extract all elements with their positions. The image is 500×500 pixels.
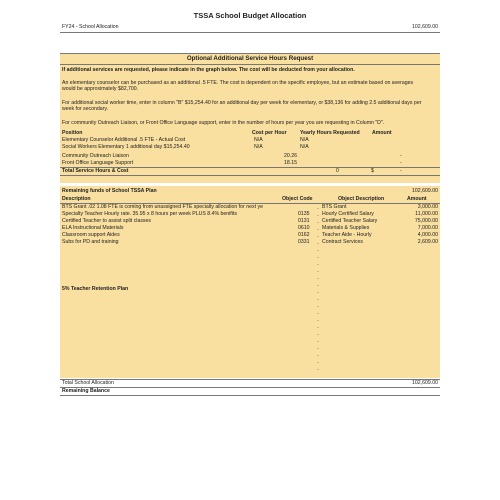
dropdown-marker[interactable]: - <box>317 353 319 359</box>
table-row <box>60 153 440 160</box>
dropdown-marker[interactable]: - <box>317 269 319 275</box>
row-amount[interactable]: 3,000.00 <box>417 204 438 210</box>
col-amount: Amount <box>407 196 427 202</box>
divider <box>60 53 440 54</box>
row-yearly[interactable]: N/A <box>300 144 309 150</box>
col-position: Position <box>62 130 83 136</box>
optional-table-header <box>60 130 440 137</box>
row-position: Front Office Language Support <box>62 160 134 166</box>
plan-table-header <box>60 196 440 203</box>
row-description[interactable]: Specialty Teacher Hourly rate. 35.95 x 8 hours per week PLUS 8.4% benifits <box>62 211 237 217</box>
row-position: Social Workers Elementary 1 additional day $15,254.40 <box>62 144 190 150</box>
dropdown-marker[interactable]: - <box>317 262 319 268</box>
dropdown-marker[interactable]: - <box>317 325 319 331</box>
row-object-description[interactable]: Teacher Aide - Hourly <box>322 232 372 238</box>
col-amount: Amount <box>372 130 392 136</box>
row-amount: - <box>400 153 402 159</box>
sheet-title: TSSA School Budget Allocation <box>193 11 307 20</box>
col-yearly-hours: Yearly Hours Requested <box>300 130 360 136</box>
allocation-header-row <box>60 24 440 31</box>
retention-plan-label: 5% Teacher Retention Plan <box>62 286 129 292</box>
row-description[interactable]: ELA Instructional Materials <box>62 225 124 231</box>
remaining-funds-row <box>60 188 440 195</box>
row-object-code[interactable]: 0610 <box>298 225 310 231</box>
total-allocation-row <box>60 380 440 387</box>
row-cost: N/A <box>254 144 263 150</box>
row-cost: 20.26 <box>284 153 297 159</box>
row-position: Community Outreach Liaison <box>62 153 129 159</box>
dropdown-marker[interactable]: - <box>317 255 319 261</box>
dropdown-marker[interactable]: - <box>317 304 319 310</box>
row-yearly[interactable]: N/A <box>300 137 309 143</box>
dropdown-marker[interactable]: - <box>317 241 319 247</box>
table-row <box>60 204 440 211</box>
total-allocation-value: 102,609.00 <box>412 380 438 386</box>
table-row <box>60 160 440 167</box>
row-object-code[interactable]: 0131 <box>298 218 310 224</box>
total-allocation-label: Total School Allocation <box>62 380 114 386</box>
remaining-balance-label: Remaining Balance <box>62 388 110 394</box>
row-object-description[interactable]: BTS Grant <box>322 204 347 210</box>
divider <box>60 395 440 396</box>
row-cost: 18.15 <box>284 160 297 166</box>
row-amount: - <box>400 160 402 166</box>
row-object-code[interactable]: 0162 <box>298 232 310 238</box>
remaining-balance-row <box>60 388 440 395</box>
row-object-description[interactable]: Materials & Supplies <box>322 225 370 231</box>
dropdown-marker[interactable]: - <box>317 227 319 233</box>
dropdown-marker[interactable]: - <box>317 283 319 289</box>
dropdown-marker[interactable]: - <box>317 276 319 282</box>
row-cost: N/A <box>254 137 263 143</box>
row-amount[interactable]: 2,609.00 <box>417 239 438 245</box>
dropdown-marker[interactable]: - <box>317 367 319 373</box>
row-object-description[interactable]: Contract Services <box>322 239 363 245</box>
budget-sheet <box>60 10 440 394</box>
dropdown-marker[interactable]: - <box>317 339 319 345</box>
dropdown-marker[interactable]: - <box>317 332 319 338</box>
table-row <box>60 239 440 246</box>
dropdown-marker[interactable]: - <box>317 318 319 324</box>
col-description: Description <box>62 196 91 202</box>
row-amount[interactable]: 75,000.00 <box>414 218 438 224</box>
table-row <box>60 232 440 239</box>
row-position: Elementary Counselor Additional .5 FTE - Actual Cost <box>62 137 186 143</box>
table-row <box>60 218 440 225</box>
row-object-code[interactable]: 0135 <box>298 211 310 217</box>
col-object-description: Object Description <box>338 196 385 202</box>
allocation-label: FY24 - School Allocation <box>62 24 119 30</box>
row-description[interactable]: Subs for PD and training <box>62 239 119 245</box>
row-description[interactable]: Classroom support Aides <box>62 232 120 238</box>
table-row <box>60 137 440 144</box>
table-row <box>60 144 440 151</box>
row-object-code[interactable]: 0331 <box>298 239 310 245</box>
col-object-code: Object Code <box>282 196 313 202</box>
total-service-label: Total Service Hours & Cost <box>62 168 129 174</box>
row-object-description[interactable]: Hourly Certified Salary <box>322 211 374 217</box>
dropdown-marker[interactable]: - <box>317 360 319 366</box>
table-row <box>60 225 440 232</box>
dropdown-marker[interactable]: - <box>317 290 319 296</box>
optional-instruction: If additional services are requested, please indicate in the graph below. The cost will be deducted from your allocation. <box>62 67 355 73</box>
liaison-note: For community Outreach Liaison, or Front Office Language support, enter in the number of hours per year you are requesting in Column "D". <box>62 120 385 126</box>
dropdown-marker[interactable]: - <box>317 206 319 212</box>
row-description[interactable]: Certified Teacher to assist split classes <box>62 218 151 224</box>
dropdown-marker[interactable]: - <box>317 234 319 240</box>
counselor-note: An elementary counselor can be purchased as an additional .5 FTE. The cost is dependent on the specific employee, but an estimate based on averages would be approximately $82,700. <box>62 80 414 92</box>
total-service-row <box>60 168 440 175</box>
row-amount[interactable]: 11,000.00 <box>415 211 438 217</box>
divider <box>60 175 440 176</box>
row-amount[interactable]: 4,000.00 <box>417 232 438 238</box>
row-amount[interactable]: 7,000.00 <box>417 225 438 231</box>
dropdown-marker[interactable]: - <box>317 346 319 352</box>
table-row <box>60 211 440 218</box>
row-description[interactable]: BTS Grant .02 1.08 FTE is coming from unassigned FTE specialty allocation for next ye <box>62 204 263 210</box>
dropdown-marker[interactable]: - <box>317 220 319 226</box>
total-currency: $ <box>371 168 374 174</box>
remaining-funds-label: Remaining funds of School TSSA Plan <box>62 188 157 194</box>
allocation-value: 102,609.00 <box>412 24 438 30</box>
remaining-funds-value: 102,609.00 <box>412 188 438 194</box>
divider <box>60 64 440 65</box>
social-worker-note: For additional social worker time, enter in column "B" $15,254.40 for an additional day per week for elementary, or $38,136 for adding 2.5 additional days per week for secondary. <box>62 100 422 112</box>
divider <box>60 32 440 33</box>
dropdown-marker[interactable]: - <box>317 311 319 317</box>
total-hours: 0 <box>336 168 339 174</box>
dropdown-marker[interactable]: - <box>317 297 319 303</box>
col-cost-per-hour: Cost per Hour <box>252 130 287 136</box>
optional-heading: Optional Additional Service Hours Request <box>186 55 314 62</box>
dropdown-marker[interactable]: - <box>317 213 319 219</box>
total-amount: - <box>400 168 402 174</box>
dropdown-marker[interactable]: - <box>317 248 319 254</box>
row-object-description[interactable]: Certified Teacher Salary <box>322 218 378 224</box>
